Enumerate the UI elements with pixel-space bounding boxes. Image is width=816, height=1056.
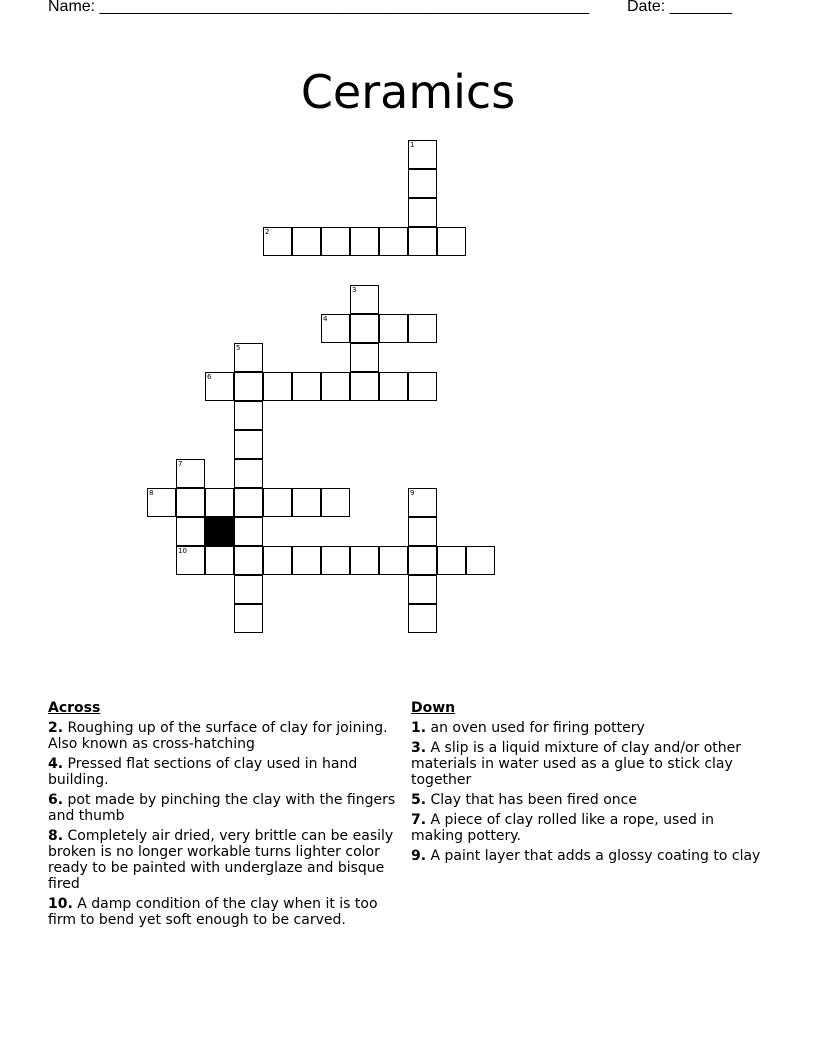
grid-cell[interactable] — [321, 488, 350, 517]
grid-cell[interactable] — [234, 372, 263, 401]
clue-number: 1. — [411, 720, 427, 736]
grid-cell[interactable] — [205, 546, 234, 575]
clue-text: A piece of clay rolled like a rope, used in making pottery. — [411, 812, 715, 844]
grid-cell[interactable] — [408, 517, 437, 546]
grid-cell[interactable] — [408, 575, 437, 604]
clue-number-label: 10 — [178, 547, 187, 555]
clue-text: Completely air dried, very brittle can be easily broken is no longer workable turns lighter color ready to be painted with underglaze and bisque fired — [48, 828, 394, 892]
grid-cell[interactable] — [234, 343, 263, 372]
grid-cell[interactable] — [205, 372, 234, 401]
down-clue-1 — [411, 720, 761, 736]
down-heading: Down — [411, 700, 456, 716]
grid-cell[interactable] — [176, 517, 205, 546]
clue-number: 5. — [411, 792, 427, 808]
grid-cell[interactable] — [321, 546, 350, 575]
grid-cell[interactable] — [408, 227, 437, 256]
clue-number-label: 6 — [207, 373, 212, 381]
grid-cell[interactable] — [176, 459, 205, 488]
grid-cell[interactable] — [379, 372, 408, 401]
across-clue-6 — [48, 792, 398, 824]
grid-cell[interactable] — [234, 430, 263, 459]
clue-number-label: 7 — [178, 460, 183, 468]
clue-text: an oven used for firing pottery — [430, 720, 645, 736]
clue-number: 8. — [48, 828, 64, 844]
down-clue-7 — [411, 812, 761, 844]
grid-cell[interactable] — [234, 459, 263, 488]
grid-cell[interactable] — [234, 401, 263, 430]
grid-cell[interactable] — [234, 546, 263, 575]
clue-number: 4. — [48, 756, 64, 772]
grid-cell[interactable] — [379, 314, 408, 343]
blocked-cell — [205, 517, 234, 546]
grid-cell[interactable] — [176, 488, 205, 517]
down-clue-5 — [411, 792, 761, 808]
clue-text: Pressed flat sections of clay used in hand building. — [48, 756, 358, 788]
grid-cell[interactable] — [234, 517, 263, 546]
clue-text: A slip is a liquid mixture of clay and/or other materials in water used as a glue to stick clay together — [411, 740, 742, 788]
clue-number: 9. — [411, 848, 427, 864]
grid-cell[interactable] — [408, 198, 437, 227]
grid-cell[interactable] — [263, 488, 292, 517]
grid-cell[interactable] — [350, 227, 379, 256]
grid-cell[interactable] — [350, 343, 379, 372]
across-clues — [48, 700, 398, 932]
clue-number-label: 4 — [323, 315, 328, 323]
down-clues — [411, 700, 761, 868]
grid-cell[interactable] — [321, 314, 350, 343]
grid-cell[interactable] — [350, 285, 379, 314]
date-field-label: Date: _______ — [627, 0, 732, 15]
grid-cell[interactable] — [408, 488, 437, 517]
down-clue-3 — [411, 740, 761, 788]
grid-cell[interactable] — [437, 227, 466, 256]
grid-cell[interactable] — [350, 372, 379, 401]
clue-number: 7. — [411, 812, 427, 828]
grid-cell[interactable] — [234, 488, 263, 517]
grid-cell[interactable] — [379, 227, 408, 256]
grid-cell[interactable] — [263, 546, 292, 575]
clue-text: Roughing up of the surface of clay for joining. Also known as cross-hatching — [48, 720, 388, 752]
grid-cell[interactable] — [263, 372, 292, 401]
grid-cell[interactable] — [234, 575, 263, 604]
clue-number: 2. — [48, 720, 64, 736]
across-clue-8 — [48, 828, 398, 892]
grid-cell[interactable] — [408, 546, 437, 575]
grid-cell[interactable] — [350, 314, 379, 343]
clue-text: pot made by pinching the clay with the fingers and thumb — [48, 792, 396, 824]
grid-cell[interactable] — [263, 227, 292, 256]
page-title: Ceramics — [300, 64, 516, 119]
name-field-label: Name: _______________________________________________________ — [48, 0, 589, 15]
clue-number: 3. — [411, 740, 427, 756]
grid-cell[interactable] — [437, 546, 466, 575]
grid-cell[interactable] — [292, 546, 321, 575]
down-clue-9 — [411, 848, 761, 864]
grid-cell[interactable] — [408, 314, 437, 343]
across-clue-2 — [48, 720, 398, 752]
grid-cell[interactable] — [176, 546, 205, 575]
grid-cell[interactable] — [205, 488, 234, 517]
grid-cell[interactable] — [292, 488, 321, 517]
across-heading: Across — [48, 700, 101, 716]
grid-cell[interactable] — [408, 140, 437, 169]
clue-number-label: 8 — [149, 489, 154, 497]
across-clue-10 — [48, 896, 398, 928]
grid-cell[interactable] — [147, 488, 176, 517]
grid-cell[interactable] — [408, 169, 437, 198]
clue-number-label: 9 — [410, 489, 415, 497]
grid-cell[interactable] — [321, 372, 350, 401]
clue-number: 10. — [48, 896, 73, 912]
grid-cell[interactable] — [321, 227, 350, 256]
clue-number-label: 1 — [410, 141, 415, 149]
grid-cell[interactable] — [292, 372, 321, 401]
clue-number-label: 5 — [236, 344, 241, 352]
grid-cell[interactable] — [466, 546, 495, 575]
clue-text: Clay that has been fired once — [430, 792, 637, 808]
grid-cell[interactable] — [408, 372, 437, 401]
grid-cell[interactable] — [350, 546, 379, 575]
clue-number: 6. — [48, 792, 64, 808]
clue-number-label: 3 — [352, 286, 357, 294]
grid-cell[interactable] — [408, 604, 437, 633]
grid-cell[interactable] — [234, 604, 263, 633]
clue-number-label: 2 — [265, 228, 270, 236]
grid-cell[interactable] — [292, 227, 321, 256]
grid-cell[interactable] — [379, 546, 408, 575]
across-clue-4 — [48, 756, 398, 788]
clue-text: A damp condition of the clay when it is too firm to bend yet soft enough to be carved. — [48, 896, 378, 928]
clue-text: A paint layer that adds a glossy coating to clay — [430, 848, 761, 864]
